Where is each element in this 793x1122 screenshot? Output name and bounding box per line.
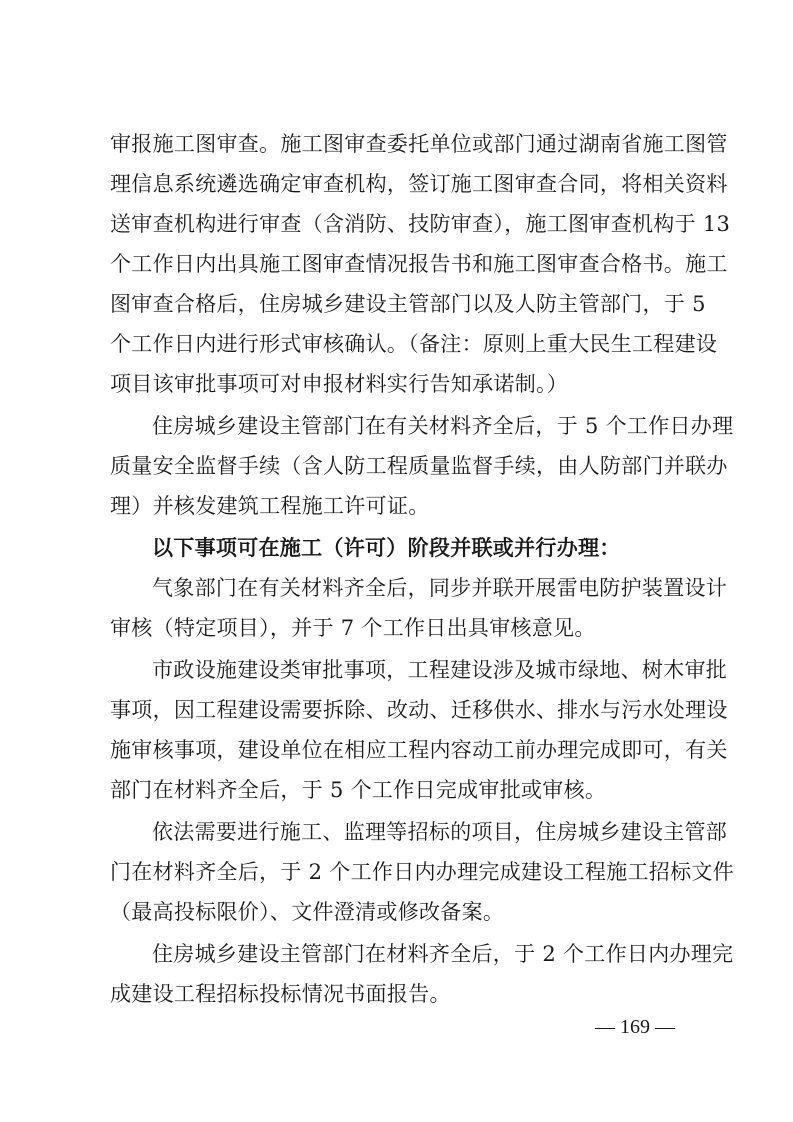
- text-line-19: 门在材料齐全后，于 2 个工作日内办理完成建设工程施工招标文件: [110, 860, 735, 884]
- text-line-17: 部门在材料齐全后，于 5 个工作日完成审批或审核。: [110, 778, 607, 802]
- text-line-6: 个工作日内进行形式审核确认。（备注：原则上重大民生工程建设: [110, 332, 718, 356]
- text-line-8: 住房城乡建设主管部门在有关材料齐全后，于 5 个工作日办理: [152, 414, 734, 438]
- text-line-15: 事项，因工程建设需要拆除、改动、迁移供水、排水与污水处理设: [110, 698, 728, 722]
- text-line-12: 气象部门在有关材料齐全后，同步并联开展雷电防护装置设计: [152, 576, 728, 600]
- text-line-3: 送审查机构进行审查（含消防、技防审查），施工图审查机构于 13: [110, 212, 731, 236]
- text-line-9: 质量安全监督手续（含人防工程质量监督手续，由人防部门并联办: [110, 454, 728, 478]
- text-line-22: 成建设工程招标投标情况书面报告。: [110, 982, 451, 1006]
- text-line-5: 图审查合格后，住房城乡建设主管部门以及人防主管部门，于 5: [110, 292, 706, 316]
- text-line-1: 审报施工图审查。施工图审查委托单位或部门通过湖南省施工图管: [110, 132, 728, 156]
- section-heading: 以下事项可在施工（许可）阶段并联或并行办理：: [152, 535, 621, 560]
- text-line-20: （最高投标限价）、文件澄清或修改备案。: [110, 900, 505, 924]
- page-number: — 169 —: [595, 1016, 675, 1038]
- text-line-4: 个工作日内出具施工图审查情况报告书和施工图审查合格书。施工: [110, 252, 728, 276]
- text-line-7: 项目该审批事项可对申报材料实行告知承诺制。）: [110, 372, 569, 396]
- text-line-14: 市政设施建设类审批事项，工程建设涉及城市绿地、树木审批: [152, 658, 728, 682]
- text-line-2: 理信息系统遴选确定审查机构，签订施工图审查合同，将相关资料: [110, 172, 728, 196]
- text-line-10: 理）并核发建筑工程施工许可证。: [110, 494, 430, 518]
- text-line-13: 审核（特定项目），并于 7 个工作日出具审核意见。: [110, 616, 596, 640]
- text-line-21: 住房城乡建设主管部门在材料齐全后，于 2 个工作日内办理完: [152, 942, 734, 966]
- text-line-16: 施审核事项，建设单位在相应工程内容动工前办理完成即可，有关: [110, 738, 728, 762]
- text-line-18: 依法需要进行施工、监理等招标的项目，住房城乡建设主管部: [152, 820, 728, 844]
